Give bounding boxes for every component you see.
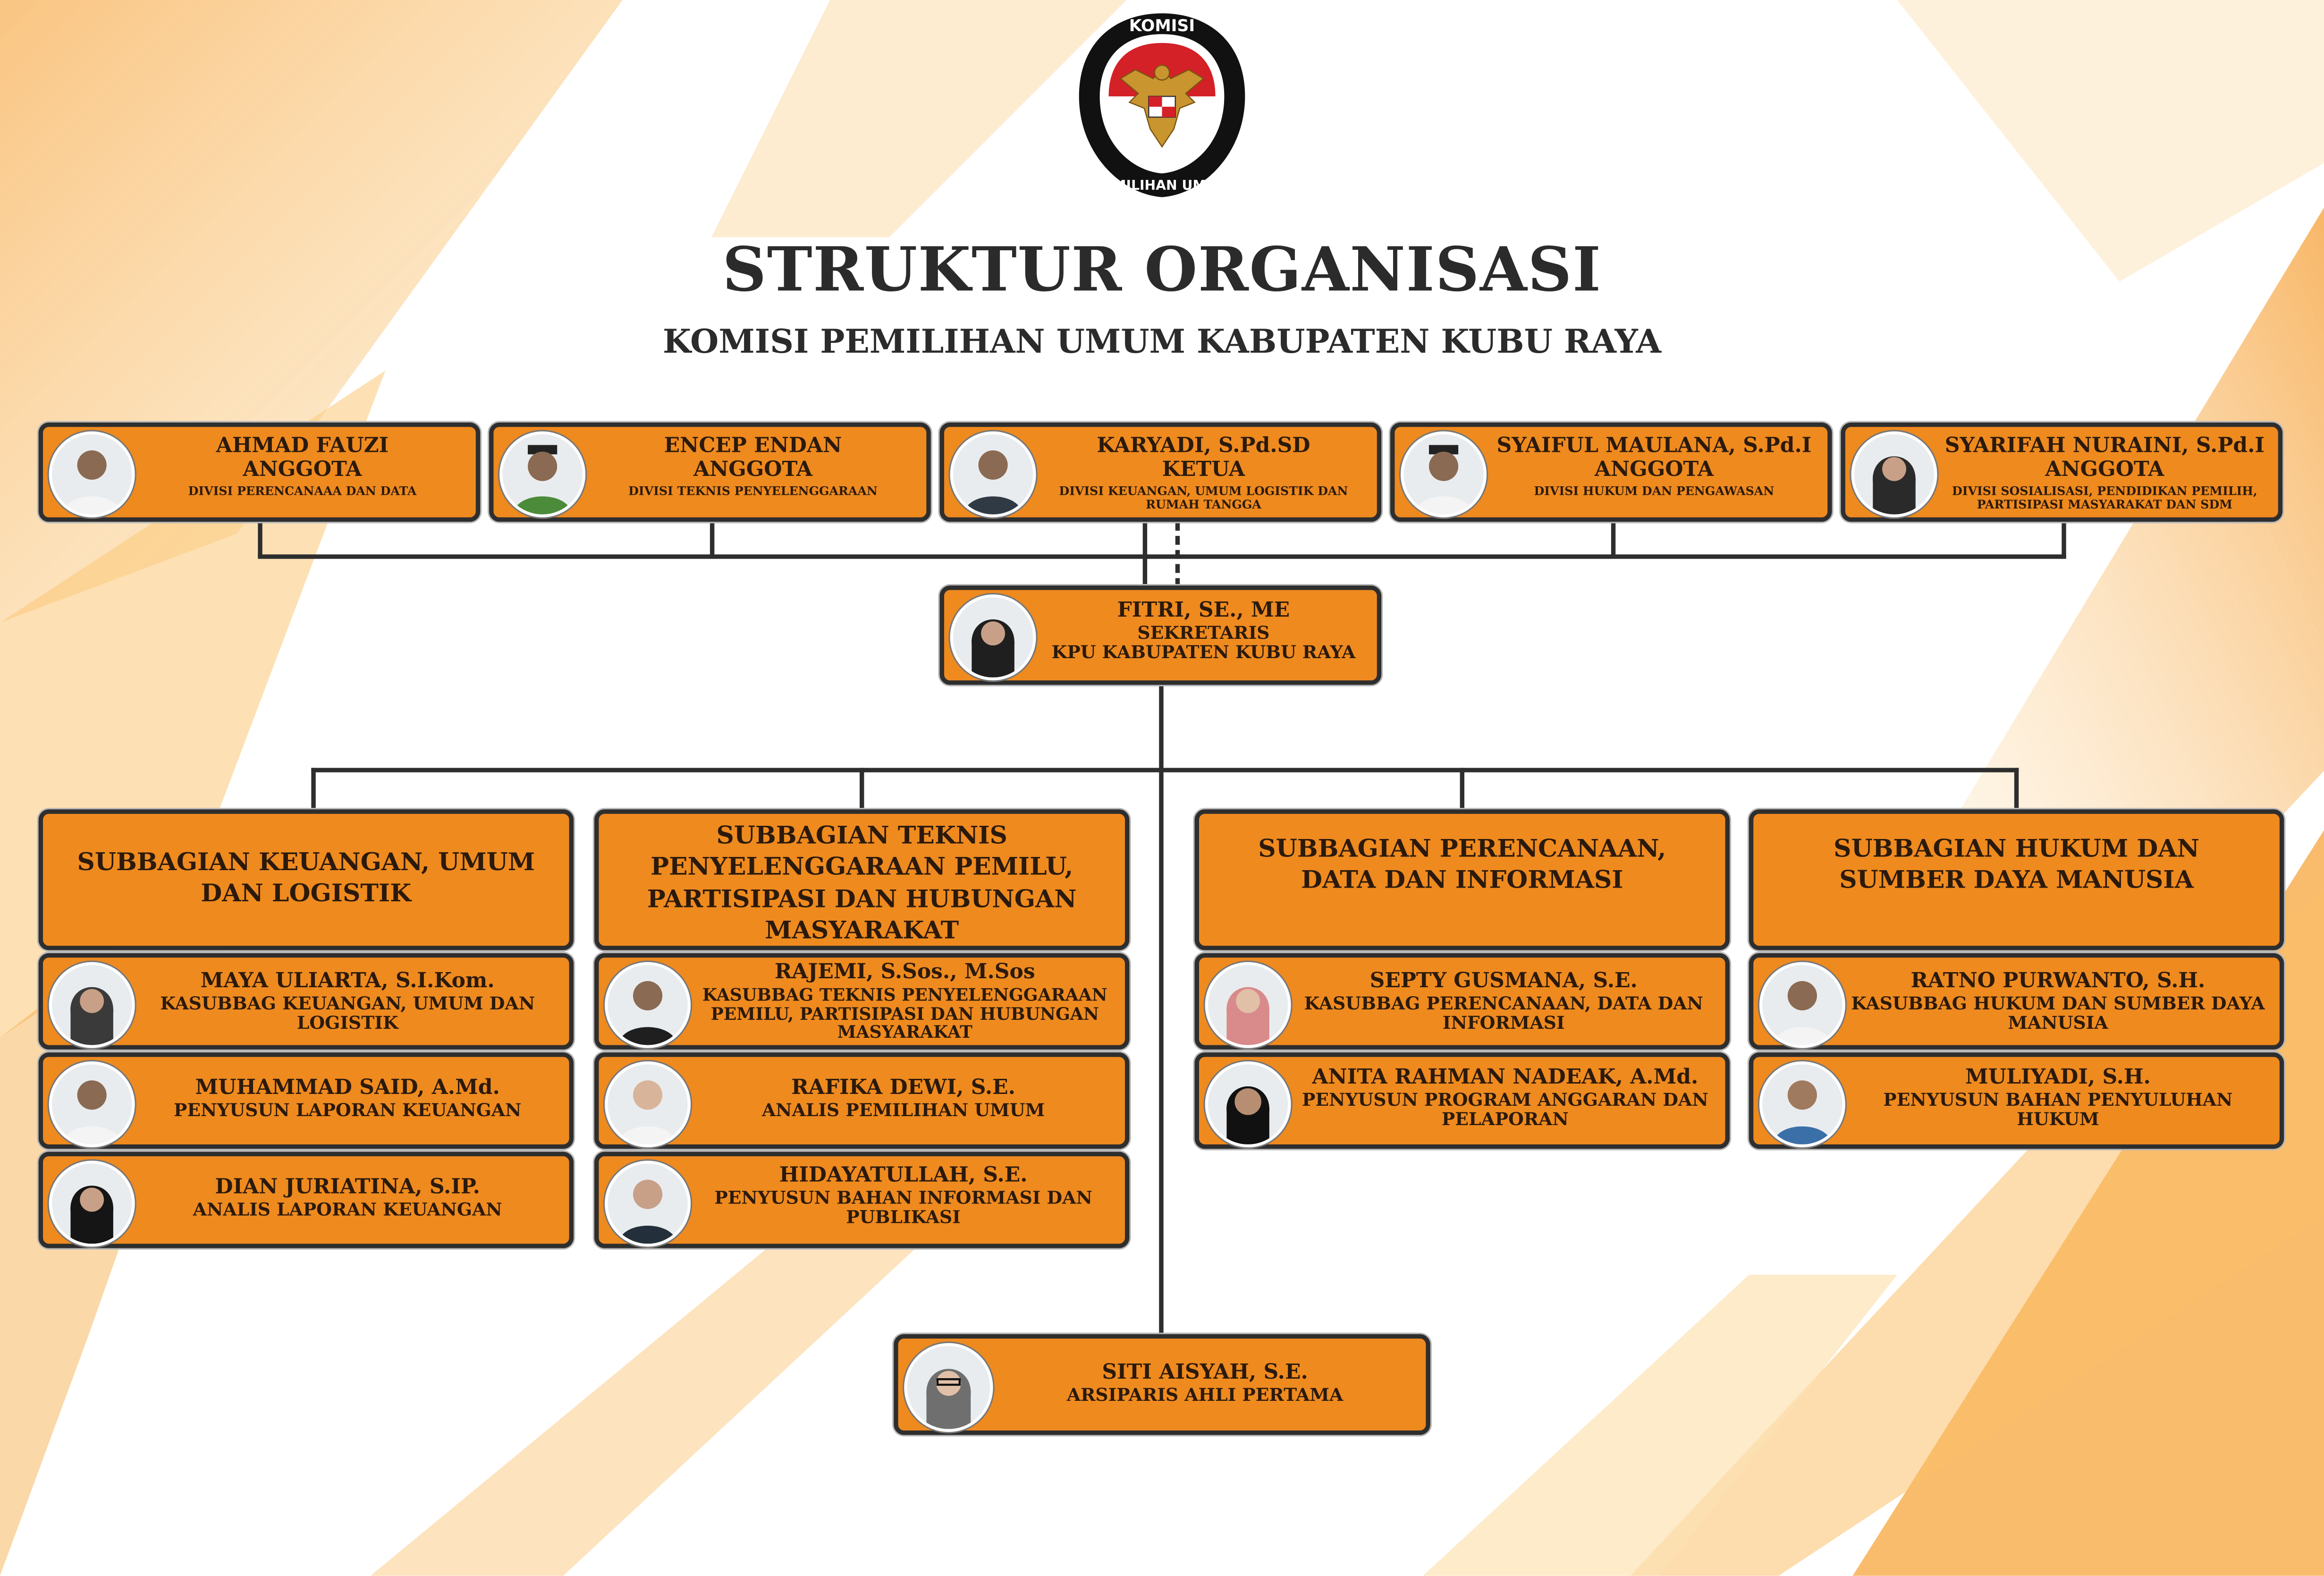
connector-line	[258, 522, 262, 557]
staff-position: PENYUSUN BAHAN PENYULUHAN HUKUM	[1883, 1089, 2233, 1130]
person-photo-icon	[499, 432, 585, 517]
staff-position: KASUBBAG PERENCANAAN, DATA DAN INFORMASI	[1304, 992, 1703, 1034]
commissioner-division: DIVISI HUKUM DAN PENGAWASAN	[1534, 483, 1775, 499]
logo-top-text: KOMISI	[1129, 16, 1195, 35]
page-title: STRUKTUR ORGANISASI	[722, 234, 1602, 305]
person-photo-icon	[49, 432, 135, 517]
commissioner-card	[1841, 423, 2283, 522]
person-photo-icon	[1205, 1061, 1291, 1147]
staff-position: PENYUSUN PROGRAM ANGGARAN DAN PELAPORAN	[1302, 1089, 1708, 1130]
staff-card	[39, 1052, 574, 1149]
commissioner-name: ENCEP ENDAN	[664, 434, 842, 458]
connector-line	[1159, 685, 1163, 1337]
staff-name: MULIYADI, S.H.	[1965, 1066, 2151, 1090]
connector-line	[710, 522, 714, 557]
commissioner-role: ANGGOTA	[243, 458, 362, 482]
person-photo-icon	[904, 1343, 993, 1432]
commissioner-division: DIVISI PERENCANAAA DAN DATA	[188, 483, 417, 499]
staff-position: ANALIS LAPORAN KEUANGAN	[193, 1198, 502, 1220]
subdivision-title: SUBBAGIAN PERENCANAAN, DATA DAN INFORMASI	[1258, 834, 1666, 895]
subdivision-title: SUBBAGIAN TEKNIS PENYELENGGARAAN PEMILU, PARTISIPASI DAN HUBUNGAN MASYARAKAT	[647, 821, 1077, 945]
subdivision-header	[594, 809, 1129, 950]
person-photo-icon	[1759, 962, 1845, 1048]
staff-name: MUHAMMAD SAID, A.Md.	[195, 1076, 500, 1100]
staff-card	[594, 1052, 1129, 1149]
archivist-name: SITI AISYAH, S.E.	[1102, 1361, 1308, 1385]
staff-card	[1749, 953, 2284, 1050]
staff-name: RATNO PURWANTO, S.H.	[1910, 969, 2206, 993]
commissioner-card	[1390, 423, 1832, 522]
person-photo-icon	[1759, 1061, 1845, 1147]
staff-position: PENYUSUN BAHAN INFORMASI DAN PUBLIKASI	[714, 1186, 1092, 1228]
secretary-unit: KPU KABUPATEN KUBU RAYA	[1051, 642, 1356, 663]
subdivision-header	[39, 809, 574, 950]
staff-card	[1749, 1052, 2284, 1149]
archivist-card	[894, 1334, 1430, 1435]
person-photo-icon	[950, 432, 1036, 517]
person-photo-icon	[49, 1061, 135, 1147]
commissioner-division: DIVISI KEUANGAN, UMUM LOGISTIK DAN RUMAH TANGGA	[1059, 483, 1348, 512]
page-subtitle: KOMISI PEMILIHAN UMUM KABUPATEN KUBU RAYA	[662, 323, 1662, 362]
commissioner-name: SYARIFAH NURAINI, S.Pd.I	[1944, 434, 2265, 458]
dashed-connector-line	[1175, 522, 1180, 587]
staff-name: RAFIKA DEWI, S.E.	[791, 1076, 1015, 1100]
commissioner-role: KETUA	[1162, 458, 1245, 482]
staff-card	[1195, 953, 1730, 1050]
commissioner-card	[940, 423, 1382, 522]
subdivision-title: SUBBAGIAN HUKUM DAN SUMBER DAYA MANUSIA	[1834, 834, 2199, 895]
staff-card	[594, 953, 1129, 1050]
commissioner-name: SYAIFUL MAULANA, S.Pd.I	[1496, 434, 1812, 458]
staff-position: ANALIS PEMILIHAN UMUM	[761, 1099, 1045, 1120]
staff-position: PENYUSUN LAPORAN KEUANGAN	[173, 1099, 522, 1120]
staff-position: KASUBBAG KEUANGAN, UMUM DAN LOGISTIK	[160, 992, 535, 1034]
staff-card	[594, 1152, 1129, 1248]
subdivision-title: SUBBAGIAN KEUANGAN, UMUM DAN LOGISTIK	[77, 847, 535, 908]
staff-position: KASUBBAG HUKUM DAN SUMBER DAYA MANUSIA	[1851, 992, 2265, 1034]
staff-name: HIDAYATULLAH, S.E.	[779, 1163, 1028, 1187]
connector-line	[860, 768, 864, 812]
person-photo-icon	[605, 1161, 691, 1246]
connector-line	[1611, 522, 1615, 557]
staff-position: KASUBBAG TEKNIS PENYELENGGARAAN PEMILU, PARTISIPASI DAN HUBUNGAN MASYARAKAT	[702, 983, 1107, 1043]
commissioner-name: KARYADI, S.Pd.SD	[1097, 434, 1310, 458]
connector-line	[1460, 768, 1464, 812]
staff-name: RAJEMI, S.Sos., M.Sos	[774, 960, 1035, 984]
secretary-card	[940, 585, 1382, 685]
person-photo-icon	[49, 1161, 135, 1246]
connector-line	[2062, 522, 2066, 557]
staff-card	[39, 1152, 574, 1248]
secretary-name: FITRI, SE., ME	[1117, 599, 1290, 623]
connector-line	[311, 768, 2019, 772]
kpu-logo	[1076, 10, 1248, 200]
commissioner-role: ANGGOTA	[1594, 458, 1714, 482]
staff-name: MAYA ULIARTA, S.I.Kom.	[200, 969, 495, 993]
person-photo-icon	[1401, 432, 1487, 517]
connector-line	[1143, 522, 1147, 587]
commissioner-card	[39, 423, 481, 522]
staff-name: SEPTY GUSMANA, S.E.	[1369, 969, 1638, 993]
person-photo-icon	[950, 594, 1036, 680]
staff-name: DIAN JURIATINA, S.IP.	[215, 1175, 480, 1200]
subdivision-header	[1749, 809, 2284, 950]
staff-card	[1195, 1052, 1730, 1149]
commissioner-division: DIVISI TEKNIS PENYELENGGARAAN	[628, 483, 878, 499]
commissioner-card	[489, 423, 931, 522]
staff-card	[39, 953, 574, 1050]
connector-line	[258, 554, 2066, 559]
commissioner-role: ANGGOTA	[2045, 458, 2164, 482]
commissioner-division: DIVISI SOSIALISASI, PENDIDIKAN PEMILIH, PARTISIPASI MASYARAKAT DAN SDM	[1952, 483, 2257, 512]
secretary-role: SEKRETARIS	[1137, 622, 1270, 643]
logo-bottom-text: PEMILIHAN UMUM	[1094, 177, 1230, 193]
commissioner-role: ANGGOTA	[693, 458, 812, 482]
person-photo-icon	[1205, 962, 1291, 1048]
connector-line	[2014, 768, 2019, 812]
person-photo-icon	[605, 962, 691, 1048]
archivist-position: ARSIPARIS AHLI PERTAMA	[1066, 1384, 1344, 1405]
person-photo-icon	[605, 1061, 691, 1147]
person-photo-icon	[1851, 432, 1937, 517]
commissioner-name: AHMAD FAUZI	[216, 434, 389, 458]
connector-line	[311, 768, 315, 812]
staff-name: ANITA RAHMAN NADEAK, A.Md.	[1312, 1066, 1699, 1090]
person-photo-icon	[49, 962, 135, 1048]
subdivision-header	[1195, 809, 1730, 950]
